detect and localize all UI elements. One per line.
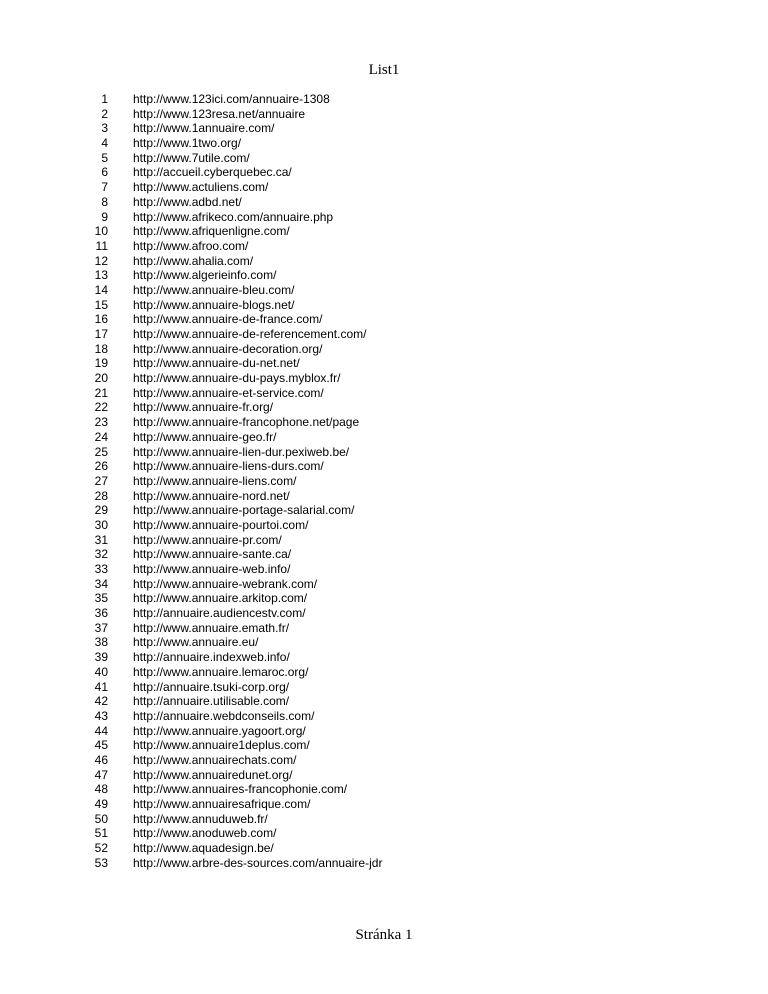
table-row — [0, 400, 768, 415]
row-number: 22 — [94, 400, 108, 415]
table-row — [0, 782, 768, 797]
row-number: 18 — [94, 341, 108, 356]
row-number: 53 — [94, 855, 108, 870]
row-url: http://www.actuliens.com/ — [133, 180, 269, 195]
row-url: http://www.1two.org/ — [133, 136, 242, 151]
row-number: 29 — [94, 503, 108, 518]
row-number: 21 — [94, 385, 108, 400]
row-url: http://www.afriquenligne.com/ — [133, 224, 290, 239]
row-number: 5 — [101, 150, 108, 165]
row-url: http://www.annuaire-decoration.org/ — [133, 341, 323, 356]
row-number: 44 — [94, 723, 108, 738]
table-row — [0, 239, 768, 254]
row-url: http://www.annuaire-de-france.com/ — [133, 312, 323, 327]
table-row — [0, 92, 768, 107]
table-row — [0, 812, 768, 827]
row-url: http://www.annuaire-de-referencement.com/ — [133, 327, 367, 341]
row-number: 46 — [94, 752, 108, 767]
row-url: http://www.annuaire.lemaroc.org/ — [133, 664, 309, 679]
table-row — [0, 195, 768, 210]
table-row — [0, 738, 768, 753]
row-number: 30 — [94, 517, 108, 532]
row-number: 31 — [94, 532, 108, 547]
table-row — [0, 606, 768, 621]
row-number: 23 — [94, 415, 108, 430]
table-row — [0, 826, 768, 841]
row-url: http://www.annuaire-sante.ca/ — [133, 547, 292, 562]
table-row — [0, 430, 768, 445]
row-number: 27 — [94, 473, 108, 488]
row-url: http://www.annuaire-webrank.com/ — [133, 576, 318, 591]
row-number: 12 — [94, 253, 108, 268]
row-url: http://www.aquadesign.be/ — [133, 841, 274, 856]
row-url: http://www.annuaire.eu/ — [133, 635, 259, 650]
table-row — [0, 356, 768, 371]
row-url: http://www.annuaire.arkitop.com/ — [133, 591, 308, 606]
row-url: http://www.annuairedunet.org/ — [133, 767, 293, 782]
table-row — [0, 312, 768, 327]
table-row — [0, 165, 768, 180]
row-number: 51 — [94, 826, 108, 841]
row-url: http://www.annuaire-pourtoi.com/ — [133, 517, 309, 532]
row-number: 20 — [94, 371, 108, 386]
row-number: 48 — [94, 782, 108, 797]
table-row — [0, 224, 768, 239]
row-url: http://annuaire.webdconseils.com/ — [133, 708, 315, 723]
table-row — [0, 665, 768, 680]
row-number: 15 — [94, 297, 108, 312]
row-url: http://www.annuaire-portage-salarial.com/ — [133, 503, 355, 518]
row-number: 41 — [94, 679, 108, 694]
row-url: http://www.ahalia.com/ — [133, 253, 254, 268]
table-row — [0, 210, 768, 225]
row-url: http://www.adbd.net/ — [133, 194, 242, 209]
row-number: 33 — [94, 562, 108, 576]
row-url: http://www.arbre-des-sources.com/annuaire-jdr — [133, 855, 383, 870]
row-number: 32 — [94, 547, 108, 562]
table-row — [0, 298, 768, 313]
table-row — [0, 621, 768, 636]
row-number: 17 — [94, 327, 108, 341]
row-url: http://www.annuaire-du-pays.myblox.fr/ — [133, 371, 341, 386]
row-url: http://www.annuaire-pr.com/ — [133, 532, 282, 547]
table-row — [0, 797, 768, 812]
row-url: http://accueil.cyberquebec.ca/ — [133, 165, 292, 180]
page-footer: Stránka 1 — [355, 927, 413, 943]
row-number: 47 — [94, 767, 108, 782]
url-list — [0, 92, 768, 870]
row-number: 16 — [94, 312, 108, 327]
row-number: 4 — [101, 136, 108, 151]
row-url: http://www.annuaire-bleu.com/ — [133, 282, 295, 297]
row-url: http://www.annuaire-geo.fr/ — [133, 429, 277, 444]
row-number: 38 — [94, 635, 108, 650]
row-url: http://www.annuaire.yagoort.org/ — [133, 723, 306, 738]
row-url: http://www.afroo.com/ — [133, 238, 249, 253]
table-row — [0, 709, 768, 724]
table-row — [0, 107, 768, 122]
row-number: 24 — [94, 429, 108, 444]
table-row — [0, 386, 768, 401]
table-row — [0, 650, 768, 665]
row-number: 49 — [94, 797, 108, 811]
row-url: http://www.annuaire-du-net.net/ — [133, 356, 300, 371]
table-row — [0, 180, 768, 195]
row-number: 8 — [101, 194, 108, 209]
row-url: http://www.annuaire-liens.com/ — [133, 473, 297, 488]
row-url: http://www.algerieinfo.com/ — [133, 268, 277, 283]
row-number: 45 — [94, 738, 108, 753]
row-number: 40 — [94, 664, 108, 679]
row-url: http://annuaire.tsuki-corp.org/ — [133, 679, 290, 694]
row-number: 2 — [101, 106, 108, 121]
table-row — [0, 768, 768, 783]
table-row — [0, 474, 768, 489]
table-row — [0, 724, 768, 739]
row-number: 39 — [94, 650, 108, 665]
row-number: 35 — [94, 591, 108, 606]
row-number: 26 — [94, 459, 108, 474]
table-row — [0, 268, 768, 283]
table-row — [0, 459, 768, 474]
table-row — [0, 680, 768, 695]
row-number: 13 — [94, 268, 108, 283]
row-number: 14 — [94, 282, 108, 297]
table-row — [0, 547, 768, 562]
table-row — [0, 591, 768, 606]
row-number: 19 — [94, 356, 108, 371]
row-url: http://annuaire.utilisable.com/ — [133, 694, 290, 709]
row-url: http://annuaire.audiencestv.com/ — [133, 606, 306, 621]
row-url: http://www.annuaire-liens-durs.com/ — [133, 459, 324, 474]
row-number: 37 — [94, 620, 108, 635]
table-row — [0, 753, 768, 768]
table-row — [0, 136, 768, 151]
row-url: http://www.annuaire-et-service.com/ — [133, 385, 324, 400]
table-row — [0, 415, 768, 430]
row-url: http://www.annuaires-francophonie.com/ — [133, 782, 348, 797]
row-number: 9 — [101, 209, 108, 224]
row-number: 28 — [94, 488, 108, 503]
table-row — [0, 327, 768, 342]
row-number: 7 — [101, 180, 108, 195]
table-row — [0, 254, 768, 269]
row-url: http://www.1annuaire.com/ — [133, 121, 275, 136]
row-url: http://annuaire.indexweb.info/ — [133, 650, 290, 665]
table-row — [0, 856, 768, 871]
table-row — [0, 533, 768, 548]
table-row — [0, 503, 768, 518]
table-row — [0, 342, 768, 357]
row-url: http://www.123resa.net/annuaire — [133, 106, 306, 121]
table-row — [0, 577, 768, 592]
row-number: 25 — [94, 444, 108, 459]
table-row — [0, 635, 768, 650]
table-row — [0, 283, 768, 298]
row-number: 52 — [94, 841, 108, 856]
row-url: http://www.annuaire1deplus.com/ — [133, 738, 310, 753]
table-row — [0, 518, 768, 533]
table-row — [0, 694, 768, 709]
page-title: List1 — [368, 62, 400, 78]
row-number: 10 — [94, 224, 108, 239]
row-url: http://www.annuairesafrique.com/ — [133, 797, 311, 811]
row-url: http://www.annuduweb.fr/ — [133, 811, 268, 826]
row-number: 11 — [95, 238, 108, 253]
table-row — [0, 371, 768, 386]
row-number: 42 — [94, 694, 108, 709]
row-number: 6 — [101, 165, 108, 180]
row-url: http://www.annuaire-francophone.net/page — [133, 415, 360, 430]
table-row — [0, 121, 768, 136]
table-row — [0, 841, 768, 856]
row-number: 3 — [101, 121, 108, 136]
table-row — [0, 445, 768, 460]
row-url: http://www.123ici.com/annuaire-1308 — [133, 92, 330, 106]
row-url: http://www.annuaire-fr.org/ — [133, 400, 274, 415]
row-url: http://www.7utile.com/ — [133, 150, 250, 165]
row-number: 36 — [94, 606, 108, 621]
table-row — [0, 562, 768, 577]
table-row — [0, 151, 768, 166]
row-number: 50 — [94, 811, 108, 826]
row-url: http://www.annuaire-web.info/ — [133, 562, 291, 576]
row-number: 43 — [94, 708, 108, 723]
row-number: 1 — [101, 92, 108, 106]
row-url: http://www.annuaire-lien-dur.pexiweb.be/ — [133, 444, 350, 459]
row-url: http://www.afrikeco.com/annuaire.php — [133, 209, 334, 224]
row-url: http://www.annuaire-blogs.net/ — [133, 297, 295, 312]
row-url: http://www.annuairechats.com/ — [133, 752, 297, 767]
table-row — [0, 489, 768, 504]
row-url: http://www.annuaire.emath.fr/ — [133, 620, 290, 635]
row-url: http://www.anoduweb.com/ — [133, 826, 277, 841]
row-number: 34 — [94, 576, 108, 591]
row-url: http://www.annuaire-nord.net/ — [133, 488, 290, 503]
